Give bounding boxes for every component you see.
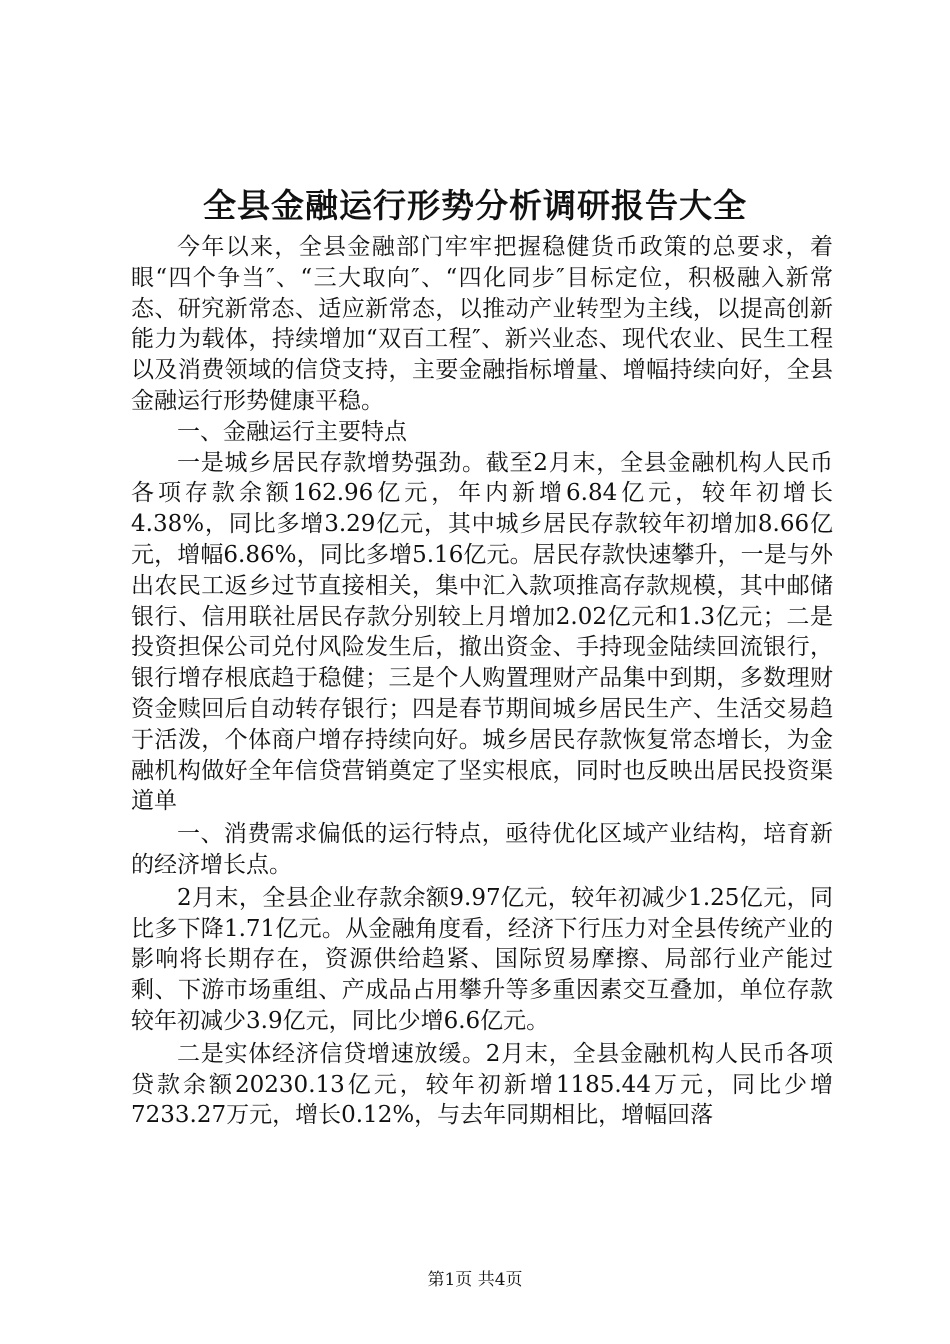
page-footer: 第1页 共4页 bbox=[427, 1270, 523, 1290]
document-title: 全县金融运行形势分析调研报告大全 bbox=[203, 186, 747, 225]
paragraph-consumption: 一、消费需求偏低的运行特点，亟待优化区域产业结构，培育新的经济增长点。 bbox=[131, 821, 833, 878]
paragraph-deposits: 一是城乡居民存款增势强劲。截至2月末，全县金融机构人民币各项存款余额162.96亿元，年内新增6.84亿元，较年初增长4.38%，同比多增3.29亿元，其中城乡居民存款较年初增加8.66亿元，增幅6.86%，同比多增5.16亿元。居民存款快速攀升，一是与外出农民工返乡过节直接相关，集中汇入款项推高存款规模，其中邮储银行、信用联社居民存款分别较上月增加2.02亿元和1.3亿元；二是投资担保公司兑付风险发生后，撤出资金、手持现金陆续回流银行，银行增存根底趋于稳健；三是个人购置理财产品集中到期，多数理财资金赎回后自动转存银行；四是春节期间城乡居民生产、生活交易趋于活泼，个体商户增存持续向好。城乡居民存款恢复常态增长，为金融机构做好全年信贷营销奠定了坚实根底，同时也反映出居民投资渠道单 bbox=[131, 449, 833, 815]
paragraph-credit: 二是实体经济信贷增速放缓。2月末，全县金融机构人民币各项贷款余额20230.13亿元，较年初新增1185.44万元，同比少增7233.27万元，增长0.12%，与去年同期相比，增幅回落 bbox=[131, 1040, 833, 1129]
paragraph-enterprise-deposits: 2月末，全县企业存款余额9.97亿元，较年初减少1.25亿元，同比多下降1.71亿元。从金融角度看，经济下行压力对全县传统产业的影响将长期存在，资源供给趋紧、国际贸易摩擦、局部行业产能过剩、下游市场重组、产成品占用攀升等多重因素交互叠加，单位存款较年初减少3.9亿元，同比少增6.6亿元。 bbox=[131, 884, 833, 1034]
paragraph-intro: 今年以来，全县金融部门牢牢把握稳健货币政策的总要求，着眼“四个争当″、“三大取向″、“四化同步″目标定位，积极融入新常态、研究新常态、适应新常态，以推动产业转型为主线，以提高创新能力为载体，持续增加“双百工程″、新兴业态、现代农业、民生工程以及消费领域的信贷支持，主要金融指标增量、增幅持续向好，全县金融运行形势健康平稳。 bbox=[131, 234, 833, 414]
section-heading: 一、金融运行主要特点 bbox=[177, 418, 407, 445]
document-body bbox=[131, 232, 833, 1131]
